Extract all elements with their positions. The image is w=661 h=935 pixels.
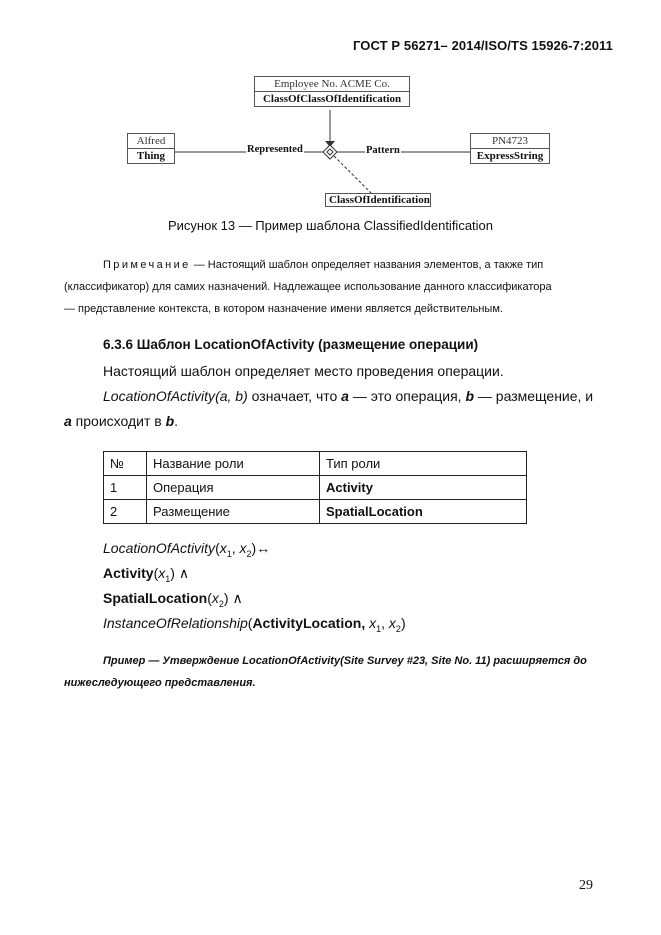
formula-3 [103, 590, 243, 609]
figure-caption: Рисунок 13 — Пример шаблона ClassifiedIdentification [167, 218, 494, 233]
definition-b2: b [165, 413, 175, 429]
formula-1 [103, 540, 270, 559]
note-label: Примечание [103, 259, 191, 271]
table-cell: Размещение [147, 500, 320, 524]
formula-1-open: ( [215, 540, 220, 556]
table-cell: SpatialLocation [320, 500, 527, 524]
formula-2-name: Activity [103, 565, 154, 581]
employee-box [254, 76, 410, 107]
definition-text-3: — размещение, и [474, 388, 594, 404]
note-text-1: — Настоящий шаблон определяет названия элементов, а также тип [190, 259, 544, 271]
note-line-3: — представление контекста, в котором назначение имени является действительным. [64, 303, 503, 315]
table-header-cell: Тип роли [320, 452, 527, 476]
pn-box-title: PN4723 [471, 134, 549, 149]
section-intro: Настоящий шаблон определяет место проведения операции. [103, 363, 504, 379]
formula-3-sub: 2 [218, 598, 224, 609]
definition-text-1: означает, что [247, 388, 342, 404]
formula-1-sub1: 1 [226, 548, 232, 559]
formula-4-x1: x [365, 615, 377, 631]
figure-diagram [0, 0, 661, 215]
formula-1-sub2: 2 [246, 548, 252, 559]
table-row [104, 476, 527, 500]
page-number: 29 [579, 878, 593, 893]
alfred-box-type: Thing [136, 150, 166, 162]
definition-a2: a [64, 413, 72, 429]
definition-a: a [341, 388, 349, 404]
example-line-1 [64, 650, 614, 672]
formula-3-close: ) ∧ [223, 590, 243, 606]
formula-3-name: SpatialLocation [103, 590, 208, 606]
formula-1-sep: , [231, 540, 240, 556]
formula-3-open: ( [207, 590, 212, 606]
formula-2 [103, 565, 189, 584]
table-cell: Операция [147, 476, 320, 500]
formula-4-name: InstanceOfRelationship [103, 615, 248, 631]
table-cell: 1 [104, 476, 147, 500]
formula-4-bold: ActivityLocation, [252, 615, 366, 631]
formula-1-x1: x [219, 540, 227, 556]
class-of-identification-box [325, 193, 431, 207]
definition-args: (a, b) [215, 388, 248, 404]
formula-4-x2: x [388, 615, 396, 631]
formula-4-close: ) [400, 615, 406, 631]
employee-box-type: ClassOfClassOfIdentification [262, 93, 402, 105]
pn-box-type: ExpressString [476, 150, 544, 162]
note-line-1 [64, 254, 614, 276]
represented-label: Represented [247, 144, 303, 155]
table-cell: 2 [104, 500, 147, 524]
table-header-cell: № [104, 452, 147, 476]
formula-1-close: )↔ [251, 540, 271, 556]
definition-line-1 [103, 384, 615, 408]
definition-line-2 [64, 409, 178, 433]
table-cell: Activity [320, 476, 527, 500]
class-box-label: ClassOfIdentification [329, 194, 430, 206]
roles-table [103, 451, 527, 524]
pn-box [470, 133, 550, 164]
formula-1-x2: x [239, 540, 247, 556]
formula-2-open: ( [153, 565, 159, 581]
diagram-connectors [0, 0, 661, 215]
formula-2-sub: 1 [165, 573, 171, 584]
formula-1-name: LocationOfActivity [103, 540, 216, 556]
pattern-label: Pattern [366, 145, 400, 156]
connector-classification [334, 156, 372, 194]
formula-4-sep: , [381, 615, 389, 631]
alfred-box [127, 133, 175, 164]
definition-text-4: происходит в [71, 413, 166, 429]
definition-name: LocationOfActivity [103, 388, 216, 404]
example-text-1: Пример — Утверждение LocationOfActivity(Site Survey #23, Site No. 11) расширяется до [103, 655, 587, 667]
definition-b: b [465, 388, 475, 404]
formula-3-x: x [211, 590, 219, 606]
formula-4-open: ( [247, 615, 253, 631]
formula-4-sub2: 2 [395, 623, 401, 634]
table-header-row [104, 452, 527, 476]
section-title: 6.3.6 Шаблон LocationOfActivity (размещение операции) [103, 337, 479, 352]
employee-box-title: Employee No. ACME Co. [255, 77, 409, 92]
formula-4-sub1: 1 [376, 623, 382, 634]
definition-text-2: — это операция, [348, 388, 466, 404]
table-row [104, 500, 527, 524]
document-header: ГОСТ Р 56271– 2014/ISO/TS 15926-7:2011 [352, 38, 613, 53]
definition-end: . [174, 413, 179, 429]
note-line-2: (классификатор) для самих назначений. Надлежащее использование данного классификатора [64, 281, 552, 293]
alfred-box-title: Alfred [128, 134, 174, 149]
formula-2-close: ) ∧ [170, 565, 190, 581]
example-line-2: нижеследующего представления. [64, 677, 256, 689]
table-header-cell: Название роли [147, 452, 320, 476]
formula-2-x: x [158, 565, 166, 581]
formula-4 [103, 615, 406, 634]
